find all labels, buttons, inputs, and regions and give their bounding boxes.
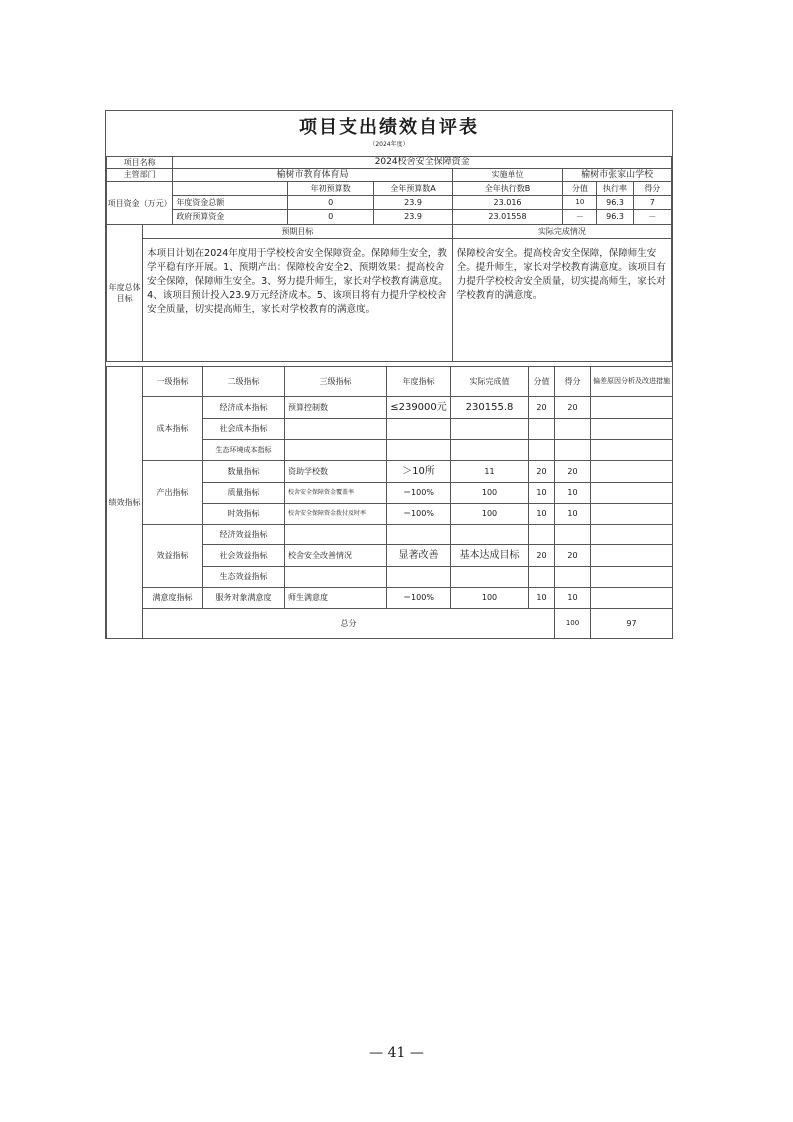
funds-cell: 10 <box>563 196 597 210</box>
target-cell: ＝100% <box>387 504 451 525</box>
score-cell: 20 <box>555 397 591 419</box>
funds-header: 年初预算数 <box>287 182 373 196</box>
funds-cell: 96.3 <box>597 196 633 210</box>
level3-cell: 资助学校数 <box>285 461 387 483</box>
level2-cell: 生态效益指标 <box>203 567 285 588</box>
note-cell <box>591 483 673 504</box>
basic-info-table <box>106 156 672 362</box>
funds-cell: 0 <box>287 210 373 225</box>
score-value-cell <box>529 525 555 545</box>
score-value-cell: 20 <box>529 545 555 567</box>
target-cell <box>387 419 451 440</box>
actual-cell: 基本达成目标 <box>451 545 529 567</box>
actual-cell <box>451 440 529 461</box>
actual-cell: 100 <box>451 504 529 525</box>
dept-label: 主管部门 <box>107 169 173 182</box>
level2-cell: 质量指标 <box>203 483 285 504</box>
score-cell: 10 <box>555 504 591 525</box>
indicator-header: 得分 <box>555 367 591 397</box>
target-cell <box>387 567 451 588</box>
score-value-cell: 20 <box>529 461 555 483</box>
funds-cell: 0 <box>287 196 373 210</box>
expected-goal-text: 本项目计划在2024年度用于学校校舍安全保障资金。保障师生安全，教学平稳有序开展。1、预期产出：保障校舍安全2、预期效果：提高校舍安全保障，保障师生安全。3、努力提升师生，家长对学校教育满意度。4、该项目预计投入23.9万元经济成本。5、该项目将有力提升学校校舍安全质量，切实提高师生，家长对学校教育的满意度。 <box>143 239 453 362</box>
actual-cell <box>451 419 529 440</box>
score-cell <box>555 440 591 461</box>
actual-cell: 11 <box>451 461 529 483</box>
total-label: 总分 <box>143 609 555 639</box>
level3-cell <box>285 525 387 545</box>
level3-cell <box>285 419 387 440</box>
level3-cell <box>285 440 387 461</box>
funds-cell: 23.9 <box>374 210 452 225</box>
indicator-header: 二级指标 <box>203 367 285 397</box>
funds-cell: 7 <box>633 196 671 210</box>
note-cell <box>591 588 673 609</box>
level3-cell: 校舍安全保障资金覆盖率 <box>285 483 387 504</box>
level3-cell: 师生满意度 <box>285 588 387 609</box>
funds-cell: 96.3 <box>597 210 633 225</box>
indicator-header: 偏差原因分析及改进措施 <box>591 367 673 397</box>
level2-cell: 生态环境成本指标 <box>203 440 285 461</box>
level2-cell: 数量指标 <box>203 461 285 483</box>
level3-cell <box>285 567 387 588</box>
indicator-header: 三级指标 <box>285 367 387 397</box>
target-cell <box>387 440 451 461</box>
note-cell <box>591 461 673 483</box>
target-cell: ≤239000元 <box>387 397 451 419</box>
score-cell <box>555 567 591 588</box>
unit-value: 榆树市张家山学校 <box>563 169 672 182</box>
funds-header: 全年预算数A <box>374 182 452 196</box>
actual-cell <box>451 567 529 588</box>
score-value-cell: 20 <box>529 397 555 419</box>
note-cell <box>591 545 673 567</box>
level2-cell: 经济效益指标 <box>203 525 285 545</box>
actual-cell: 230155.8 <box>451 397 529 419</box>
funds-header: 全年执行数B <box>452 182 563 196</box>
level3-cell: 预算控制数 <box>285 397 387 419</box>
funds-cell: 23.016 <box>452 196 563 210</box>
note-cell <box>591 504 673 525</box>
project-name: 2024校舍安全保障资金 <box>173 157 672 169</box>
score-cell: 20 <box>555 461 591 483</box>
actual-cell: 100 <box>451 588 529 609</box>
sheet-title: 项目支出绩效自评表 <box>299 117 479 138</box>
level1-output: 产出指标 <box>143 461 203 525</box>
actual-goal-text: 保障校舍安全。提高校舍安全保障，保障师生安全。提升师生，家长对学校教育满意度。该项目有力提升学校校舍安全质量，切实提高师生，家长对学校教育的满意度。 <box>452 239 671 362</box>
level1-benefit: 效益指标 <box>143 525 203 588</box>
note-cell <box>591 397 673 419</box>
score-value-cell: 10 <box>529 588 555 609</box>
funds-label: 项目资金（万元） <box>107 182 173 225</box>
level2-cell: 社会效益指标 <box>203 545 285 567</box>
actual-goal-header: 实际完成情况 <box>452 225 671 239</box>
sheet-year: （2024年度） <box>369 141 409 148</box>
score-value-cell: 10 <box>529 504 555 525</box>
funds-row-name: 年度资金总额 <box>173 196 288 210</box>
level2-cell: 社会成本指标 <box>203 419 285 440</box>
goals-label: 年度总体目标 <box>107 225 143 362</box>
unit-label: 实施单位 <box>452 169 563 182</box>
actual-cell <box>451 525 529 545</box>
score-value-cell <box>529 440 555 461</box>
note-cell <box>591 440 673 461</box>
indicators-table <box>106 366 673 639</box>
actual-cell: 100 <box>451 483 529 504</box>
score-value-cell: 10 <box>529 483 555 504</box>
score-value-cell <box>529 567 555 588</box>
score-cell: 10 <box>555 588 591 609</box>
level1-satisfaction: 满意度指标 <box>143 588 203 609</box>
level2-cell: 服务对象满意度 <box>203 588 285 609</box>
indicators-section-label: 绩效指标 <box>107 367 143 639</box>
level1-cost: 成本指标 <box>143 397 203 461</box>
target-cell: 显著改善 <box>387 545 451 567</box>
project-name-label: 项目名称 <box>107 157 173 169</box>
indicator-header: 年度指标 <box>387 367 451 397</box>
level3-cell: 校舍安全改善情况 <box>285 545 387 567</box>
total-value: 100 <box>555 609 591 639</box>
indicator-header: 分值 <box>529 367 555 397</box>
score-cell: 10 <box>555 483 591 504</box>
dept-value: 榆树市教育体育局 <box>173 169 452 182</box>
funds-header: 分值 <box>563 182 597 196</box>
expected-goal-header: 预期目标 <box>143 225 453 239</box>
level3-cell: 校舍安全保障资金拨付及时率 <box>285 504 387 525</box>
target-cell: ＝100% <box>387 588 451 609</box>
score-value-cell <box>529 419 555 440</box>
target-cell <box>387 525 451 545</box>
score-cell <box>555 419 591 440</box>
note-cell <box>591 419 673 440</box>
funds-row-name: 政府预算资金 <box>173 210 288 225</box>
note-cell <box>591 567 673 588</box>
page-number: — 41 — <box>369 1045 424 1061</box>
target-cell: ＞10所 <box>387 461 451 483</box>
evaluation-sheet <box>105 110 673 639</box>
funds-header: 得分 <box>633 182 671 196</box>
funds-cell: 23.9 <box>374 196 452 210</box>
funds-cell: － <box>633 210 671 225</box>
score-cell: 20 <box>555 545 591 567</box>
level2-cell: 时效指标 <box>203 504 285 525</box>
note-cell <box>591 525 673 545</box>
indicator-header: 实际完成值 <box>451 367 529 397</box>
indicator-header: 一级指标 <box>143 367 203 397</box>
score-cell <box>555 525 591 545</box>
funds-header: 执行率 <box>597 182 633 196</box>
target-cell: ＝100% <box>387 483 451 504</box>
funds-cell: 23.01558 <box>452 210 563 225</box>
total-score: 97 <box>591 609 673 639</box>
funds-cell: － <box>563 210 597 225</box>
level2-cell: 经济成本指标 <box>203 397 285 419</box>
